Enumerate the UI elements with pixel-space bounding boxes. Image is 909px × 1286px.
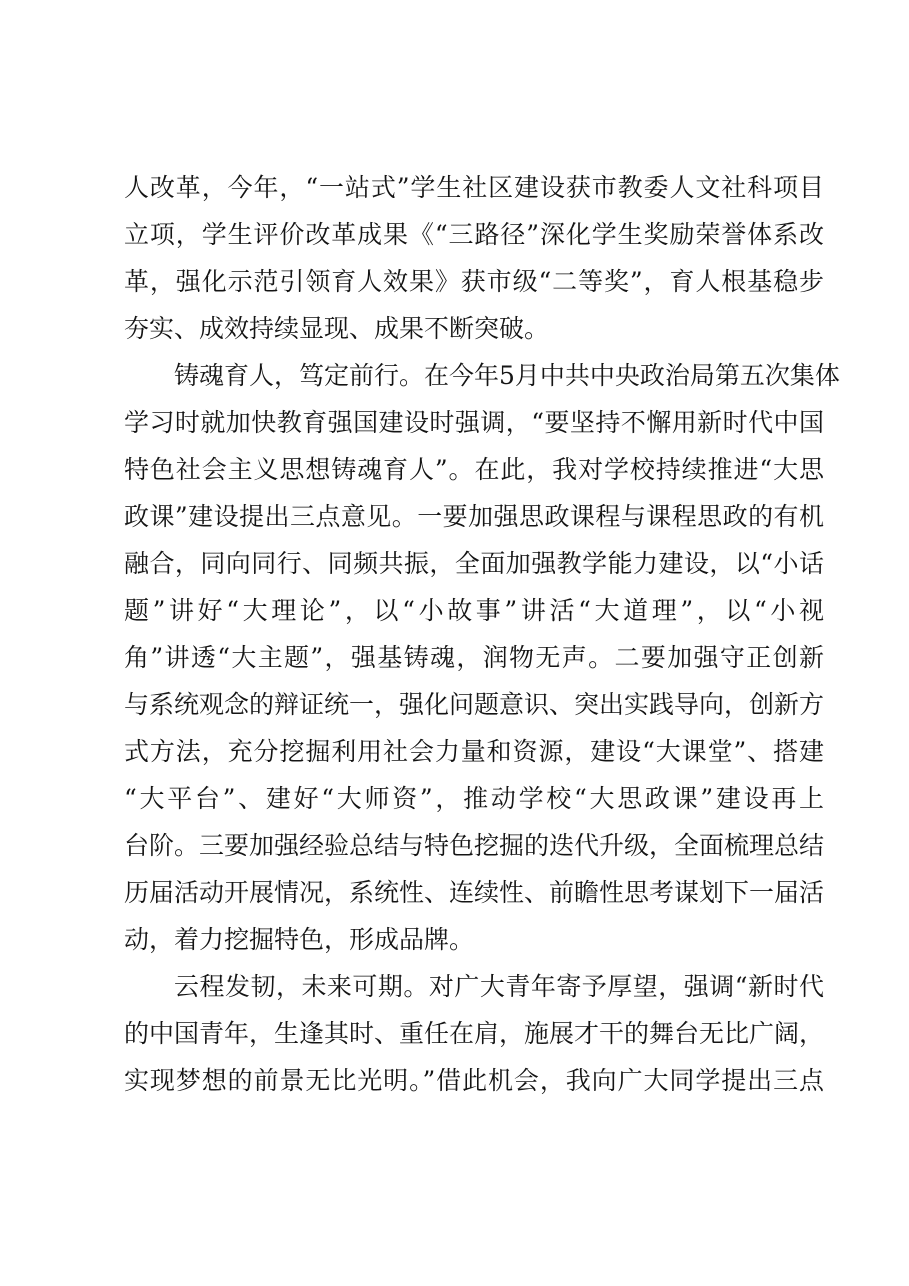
text-line: 式方法，充分挖掘利用社会力量和资源，建设“大课堂”、搭建 bbox=[124, 737, 824, 766]
text-line: 革，强化示范引领育人效果》获市级“二等奖”，育人根基稳步 bbox=[124, 267, 824, 296]
text-line: 角”讲透“大主题”，强基铸魂，润物无声。二要加强守正创新 bbox=[124, 643, 824, 672]
text-line: 台阶。三要加强经验总结与特色挖掘的迭代升级，全面梳理总结 bbox=[124, 831, 825, 860]
document-body bbox=[124, 164, 840, 1104]
paragraph-start-line: 云程发韧，未来可期。对广大青年寄予厚望，强调“新时代 bbox=[174, 972, 824, 1001]
text-line: 实现梦想的前景无比光明。”借此机会，我向广大同学提出三点 bbox=[124, 1066, 824, 1095]
text-line: 政课”建设提出三点意见。一要加强思政课程与课程思政的有机 bbox=[124, 502, 824, 531]
text-line: 题”讲好“大理论”，以“小故事”讲活“大道理”，以“小视 bbox=[124, 596, 824, 625]
text-line: 人改革，今年，“一站式”学生社区建设获市教委人文社科项目 bbox=[124, 173, 824, 202]
text-line: 立项，学生评价改革成果《“三路径”深化学生奖励荣誉体系改 bbox=[124, 220, 824, 249]
text-line: 历届活动开展情况，系统性、连续性、前瞻性思考谋划下一届活 bbox=[124, 878, 825, 907]
text-line: “大平台”、建好“大师资”，推动学校“大思政课”建设再上 bbox=[124, 784, 824, 813]
text-line: 夯实、成效持续显现、成果不断突破。 bbox=[124, 314, 550, 343]
text-line: 特色社会主义思想铸魂育人”。在此，我对学校持续推进“大思 bbox=[124, 455, 824, 484]
text-line: 学习时就加快教育强国建设时强调，“要坚持不懈用新时代中国 bbox=[124, 408, 824, 437]
text-line: 动，着力挖掘特色，形成品牌。 bbox=[124, 925, 475, 954]
text-line: 融合，同向同行、同频共振，全面加强教学能力建设，以“小话 bbox=[124, 549, 824, 578]
paragraph-start-line: 铸魂育人，笃定前行。在今年5月中共中央政治局第五次集体 bbox=[174, 361, 840, 390]
text-line: 与系统观念的辩证统一，强化问题意识、突出实践导向，创新方 bbox=[124, 690, 825, 719]
text-line: 的中国青年，生逢其时、重任在肩，施展才干的舞台无比广阔， bbox=[124, 1019, 825, 1048]
